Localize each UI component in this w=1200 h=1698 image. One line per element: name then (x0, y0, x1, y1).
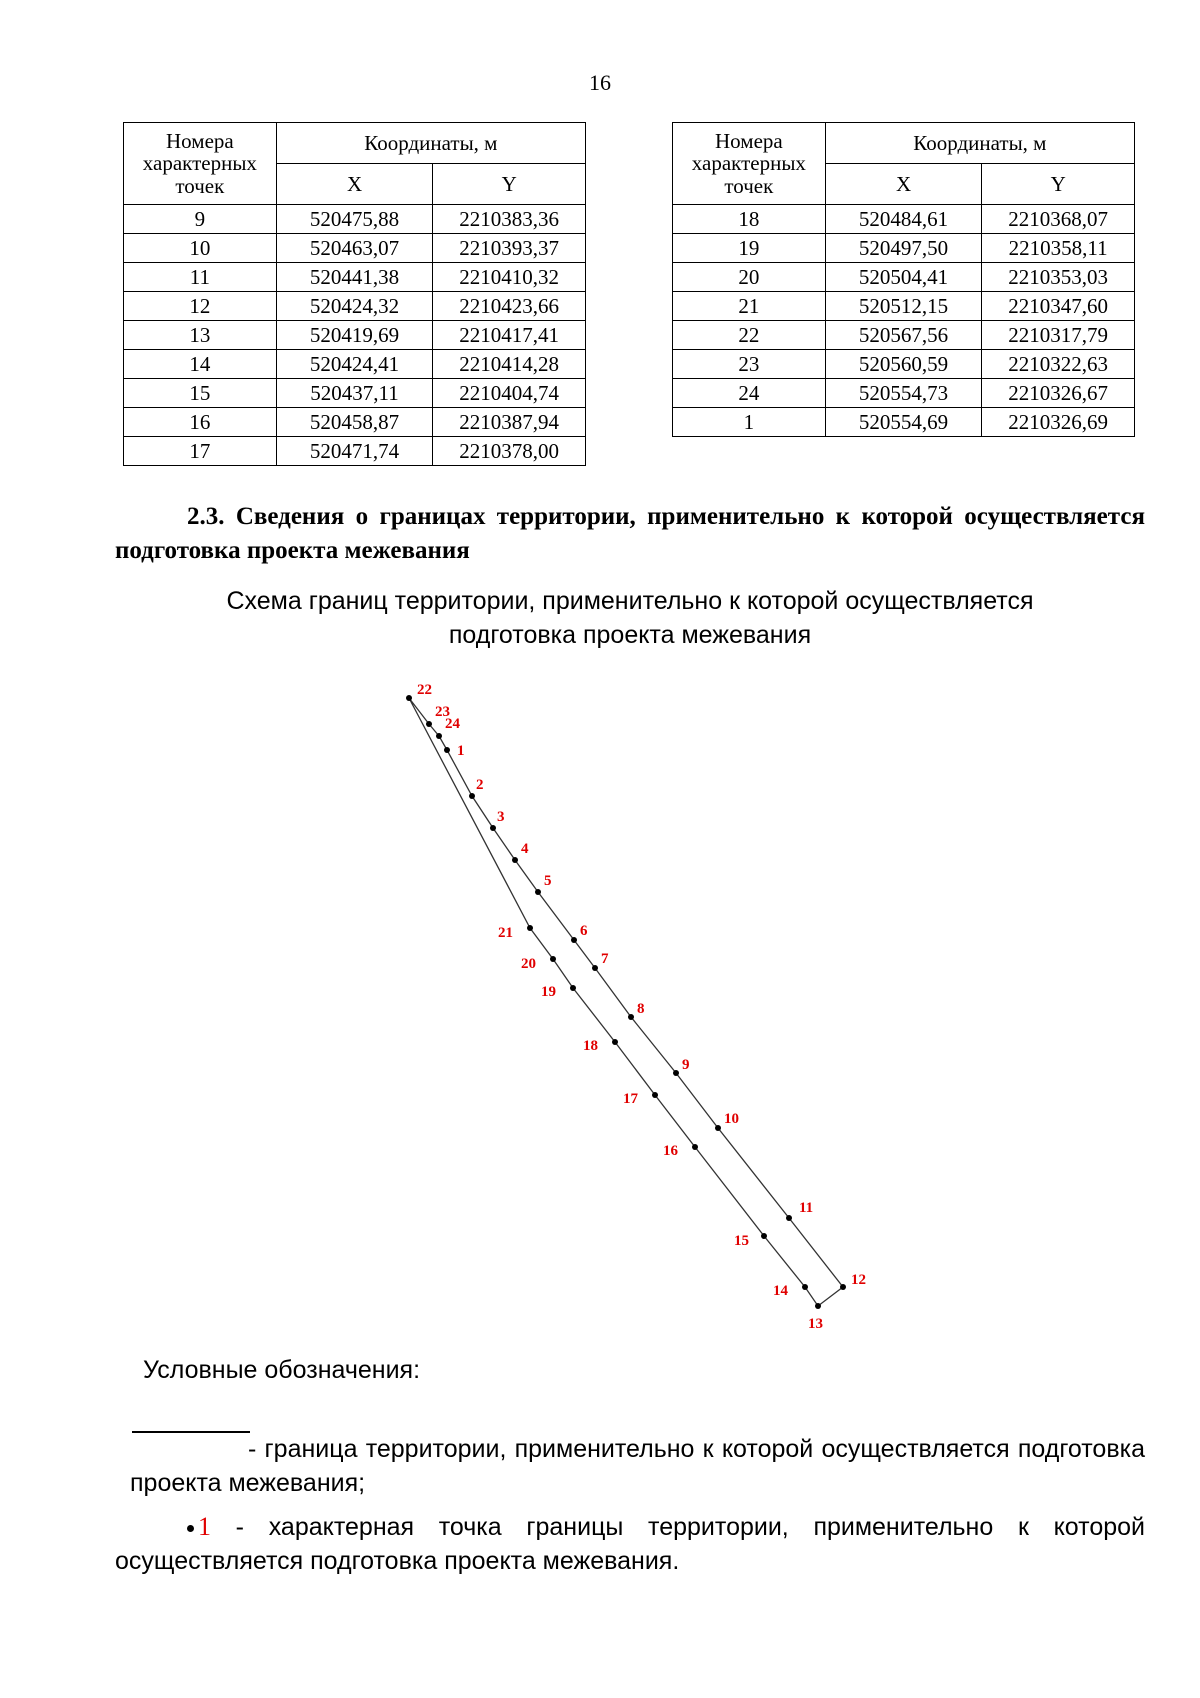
boundary-point-label-9: 9 (682, 1057, 690, 1073)
y-coordinate-cell: 2210393,37 (433, 234, 586, 263)
boundary-point-label-19: 19 (541, 984, 556, 1000)
boundary-point-11 (786, 1215, 792, 1221)
boundary-point-label-4: 4 (521, 841, 529, 857)
y-coordinate-cell: 2210322,63 (982, 350, 1135, 379)
boundary-point-4 (512, 857, 518, 863)
y-coordinate-cell: 2210410,32 (433, 263, 586, 292)
boundary-point-18 (612, 1039, 618, 1045)
boundary-point-label-17: 17 (623, 1091, 638, 1107)
point-number-cell: 17 (124, 437, 277, 466)
x-coordinate-cell: 520497,50 (825, 234, 982, 263)
boundary-point-label-7: 7 (601, 951, 609, 967)
x-coordinate-cell: 520471,74 (276, 437, 433, 466)
x-coordinate-cell: 520504,41 (825, 263, 982, 292)
x-column-header: X (276, 164, 433, 205)
boundary-point-label-23: 23 (435, 704, 450, 720)
coordinates-column-header: Координаты, м (276, 123, 585, 164)
boundary-point-2 (469, 793, 475, 799)
point-number-cell: 22 (673, 321, 826, 350)
page-number: 16 (589, 70, 611, 95)
point-number-cell: 10 (124, 234, 277, 263)
boundary-point-16 (692, 1144, 698, 1150)
point-number-cell: 12 (124, 292, 277, 321)
boundary-point-8 (628, 1014, 634, 1020)
boundary-point-21 (527, 925, 533, 931)
boundary-point-label-1: 1 (457, 743, 465, 759)
boundary-point-1 (444, 747, 450, 753)
legend-boundary-description: - граница территории, применительно к которой осуществляется подготовка проекта межевания; (130, 1435, 1145, 1497)
boundary-point-label-10: 10 (724, 1111, 739, 1127)
boundary-point-22 (406, 695, 412, 701)
y-coordinate-cell: 2210347,60 (982, 292, 1135, 321)
point-number-cell: 23 (673, 350, 826, 379)
point-number-cell: 9 (124, 205, 277, 234)
scheme-title-line-2: подготовка проекта межевания (448, 621, 812, 649)
y-coordinate-cell: 2210326,69 (982, 408, 1135, 437)
y-coordinate-cell: 2210404,74 (433, 379, 586, 408)
point-number-cell: 21 (673, 292, 826, 321)
legend-point-description (115, 1510, 1145, 1578)
boundary-point-7 (592, 965, 598, 971)
legend-point-marker (187, 1525, 194, 1532)
boundary-point-label-24: 24 (445, 716, 460, 732)
x-coordinate-cell: 520567,56 (825, 321, 982, 350)
points-column-header: Номера характерных точек (124, 123, 277, 205)
y-column-header: Y (982, 164, 1135, 205)
y-coordinate-cell: 2210414,28 (433, 350, 586, 379)
points-column-header: Номера характерных точек (673, 123, 826, 205)
boundary-point-label-11: 11 (799, 1200, 814, 1216)
territory-boundary-line (409, 698, 843, 1306)
x-coordinate-cell: 520437,11 (276, 379, 433, 408)
boundary-point-23 (426, 721, 432, 727)
boundary-point-label-3: 3 (497, 809, 505, 825)
point-number-cell: 18 (673, 205, 826, 234)
x-coordinate-cell: 520554,73 (825, 379, 982, 408)
point-number-cell: 1 (673, 408, 826, 437)
point-number-cell: 24 (673, 379, 826, 408)
x-coordinate-cell: 520560,59 (825, 350, 982, 379)
scheme-title-line-1: Схема границ территории, применительно к которой осуществляется (226, 587, 1034, 615)
boundary-point-15 (761, 1233, 767, 1239)
x-coordinate-cell: 520554,69 (825, 408, 982, 437)
point-number-cell: 20 (673, 263, 826, 292)
point-number-cell: 11 (124, 263, 277, 292)
point-number-cell: 15 (124, 379, 277, 408)
x-coordinate-cell: 520463,07 (276, 234, 433, 263)
x-coordinate-cell: 520512,15 (825, 292, 982, 321)
boundary-point-20 (550, 956, 556, 962)
point-number-cell: 16 (124, 408, 277, 437)
point-number-cell: 13 (124, 321, 277, 350)
boundary-point-label-6: 6 (580, 923, 588, 939)
boundary-point-label-13: 13 (808, 1316, 823, 1332)
y-coordinate-cell: 2210358,11 (982, 234, 1135, 263)
x-coordinate-cell: 520424,41 (276, 350, 433, 379)
y-coordinate-cell: 2210378,00 (433, 437, 586, 466)
y-coordinate-cell: 2210383,36 (433, 205, 586, 234)
y-coordinate-cell: 2210317,79 (982, 321, 1135, 350)
x-coordinate-cell: 520475,88 (276, 205, 433, 234)
y-coordinate-cell: 2210387,94 (433, 408, 586, 437)
boundary-point-label-15: 15 (734, 1233, 749, 1249)
x-column-header: X (825, 164, 982, 205)
legend-point-number: 1 (198, 1512, 211, 1541)
boundary-point-label-14: 14 (773, 1283, 788, 1299)
boundary-point-label-22: 22 (417, 682, 432, 698)
boundary-point-label-8: 8 (637, 1001, 645, 1017)
boundary-point-label-5: 5 (544, 873, 552, 889)
boundary-point-5 (535, 889, 541, 895)
y-coordinate-cell: 2210417,41 (433, 321, 586, 350)
legend-title: Условные обозначения: (143, 1356, 421, 1384)
boundary-point-label-16: 16 (663, 1143, 678, 1159)
boundary-point-13 (815, 1303, 821, 1309)
y-coordinate-cell: 2210423,66 (433, 292, 586, 321)
boundary-point-label-21: 21 (498, 925, 513, 941)
x-coordinate-cell: 520441,38 (276, 263, 433, 292)
x-coordinate-cell: 520484,61 (825, 205, 982, 234)
boundary-point-6 (571, 937, 577, 943)
legend-point-text: - характерная точка границы территории, применительно к которой осуществляется подготовка проекта межевания. (115, 1513, 1145, 1575)
boundary-point-19 (570, 985, 576, 991)
boundary-point-label-20: 20 (521, 956, 536, 972)
boundary-point-9 (673, 1070, 679, 1076)
y-coordinate-cell: 2210326,67 (982, 379, 1135, 408)
point-number-cell: 14 (124, 350, 277, 379)
boundary-point-17 (652, 1092, 658, 1098)
x-coordinate-cell: 520424,32 (276, 292, 433, 321)
boundary-point-label-18: 18 (583, 1038, 598, 1054)
boundary-point-label-2: 2 (476, 777, 484, 793)
boundary-point-12 (840, 1284, 846, 1290)
point-number-cell: 19 (673, 234, 826, 263)
x-coordinate-cell: 520419,69 (276, 321, 433, 350)
x-coordinate-cell: 520458,87 (276, 408, 433, 437)
boundary-point-label-12: 12 (851, 1272, 866, 1288)
y-coordinate-cell: 2210353,03 (982, 263, 1135, 292)
boundary-point-14 (802, 1284, 808, 1290)
y-column-header: Y (433, 164, 586, 205)
boundary-point-10 (715, 1125, 721, 1131)
section-heading: 2.3. Сведения о границах территории, применительно к которой осуществляется подготовка проекта межевания (115, 503, 1145, 564)
y-coordinate-cell: 2210368,07 (982, 205, 1135, 234)
coordinates-column-header: Координаты, м (825, 123, 1134, 164)
boundary-point-3 (490, 825, 496, 831)
boundary-point-24 (436, 733, 442, 739)
